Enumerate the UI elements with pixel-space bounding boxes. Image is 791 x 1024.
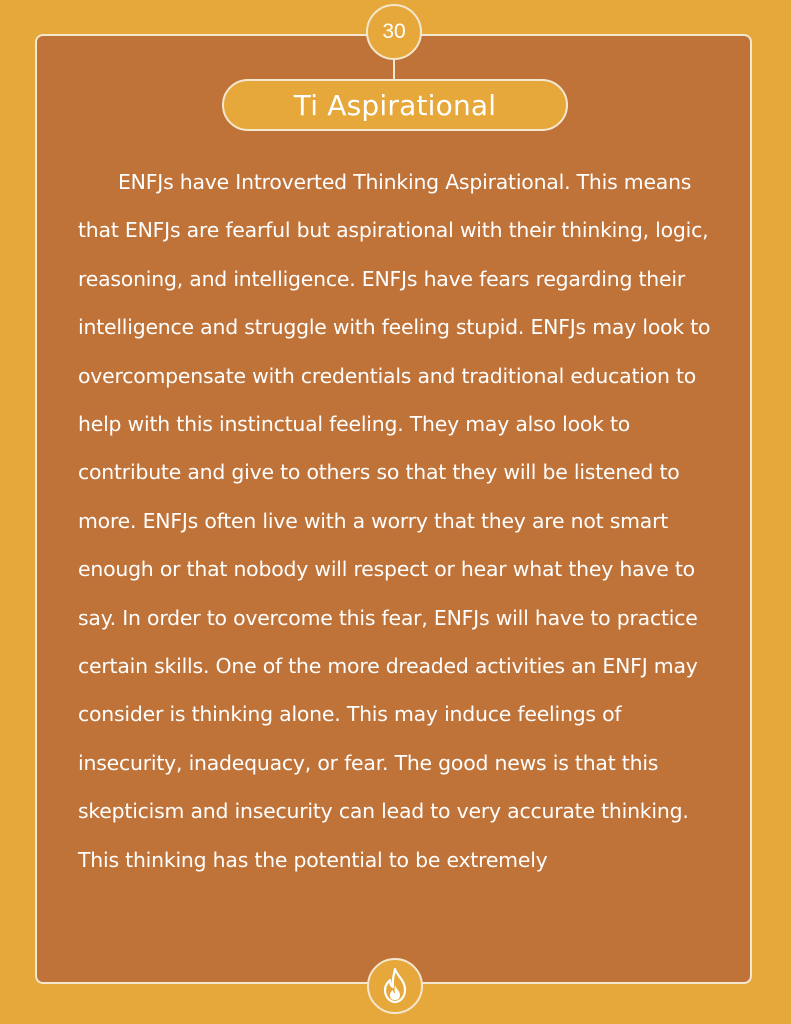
- section-title-pill: [222, 79, 568, 131]
- page-number: 30: [382, 20, 406, 43]
- body-paragraph: ENFJs have Introverted Thinking Aspirational. This means that ENFJs are fearful but aspirational with their thinking, logic, reasoning, and intelligence. ENFJs have fears regarding their intelligence and struggle with feeling stupid. ENFJs may look to overcompensate with credentials and traditional education to help with this instinctual feeling. They may also look to contribute and give to others so that they will be listened to more. ENFJs often live with a worry that they are not smart enough or that nobody will respect or hear what they have to say. In order to overcome this fear, ENFJs will have to practice certain skills. One of the more dreaded activities an ENFJ may consider is thinking alone. This may induce feelings of insecurity, inadequacy, or fear. The good news is that this skepticism and insecurity can lead to very accurate thinking. This thinking has the potential to be extremely: [78, 170, 711, 872]
- footer-badge: [367, 958, 423, 1014]
- badge-connector-line: [393, 60, 395, 80]
- page-number-badge: [366, 4, 422, 60]
- section-title: Ti Aspirational: [293, 88, 497, 122]
- flame-icon: [380, 968, 410, 1004]
